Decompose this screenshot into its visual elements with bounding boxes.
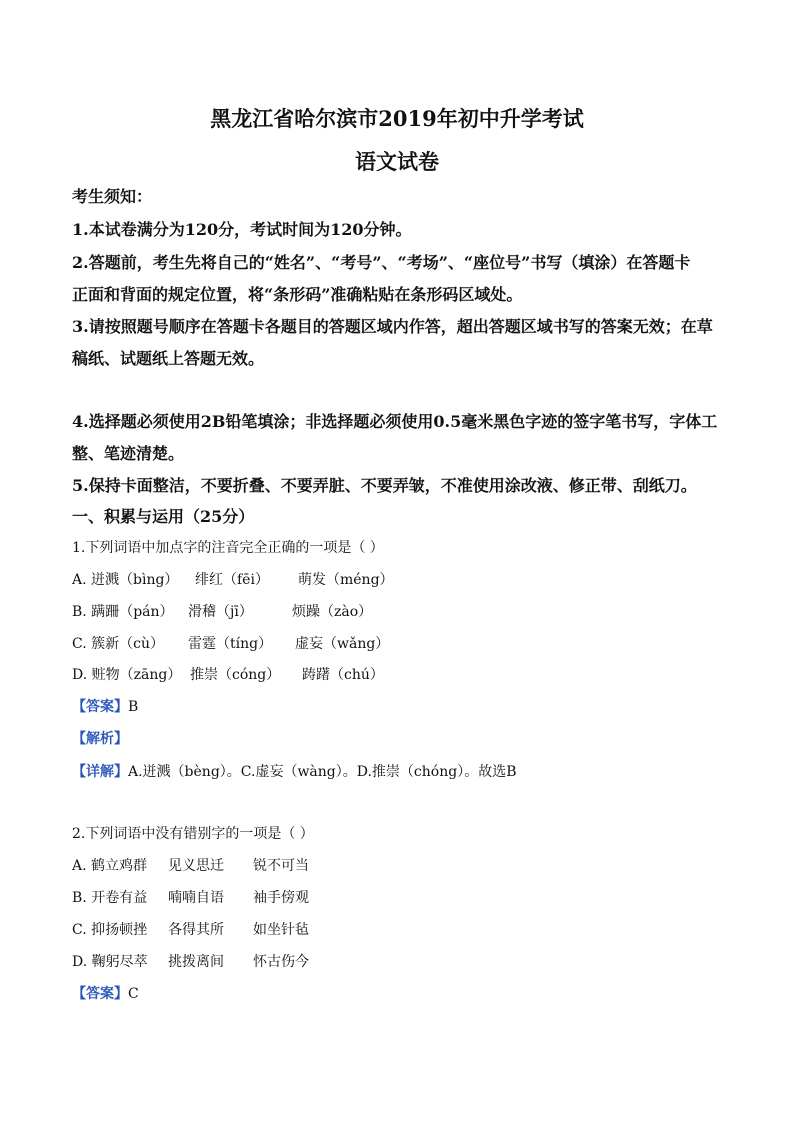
option-word: D. 鞠躬尽萃 xyxy=(72,954,148,970)
question-1-stem: 1.下列词语中加点字的注音完全正确的一项是（ ） xyxy=(72,540,384,556)
question-2-stem: 2.下列词语中没有错别字的一项是（ ） xyxy=(72,826,314,842)
option-word: A. 鹤立鸡群 xyxy=(72,858,148,874)
option-word: D. 赃物（zāng） xyxy=(72,667,182,683)
notice-item-3-line-1: 3.请按照题号顺序在答题卡各题目的答题区域内作答，超出答题区域书写的答案无效；在草 xyxy=(72,317,713,336)
option-word: 踌躇（chú） xyxy=(302,667,384,683)
option-word: 各得其所 xyxy=(168,922,224,938)
option-word: 烦躁（zào） xyxy=(292,604,373,620)
answer-value: B xyxy=(128,699,139,715)
notice-item-3-line-2: 稿纸、试题纸上答题无效。 xyxy=(72,349,265,368)
page-title: 黑龙江省哈尔滨市2019年初中升学考试 xyxy=(210,106,584,131)
option-word: 喃喃自语 xyxy=(168,890,224,906)
answer-tag: 【答案】 xyxy=(72,986,128,1002)
notice-heading: 考生须知： xyxy=(72,187,153,206)
option-word: 锐不可当 xyxy=(253,858,309,874)
question-1-analysis-tag: 【解析】 xyxy=(72,731,128,747)
option-word: C. 簇新（cù） xyxy=(72,636,164,652)
notice-item-4-line-2: 整、笔迹清楚。 xyxy=(72,444,185,463)
notice-item-5: 5.保持卡面整洁，不要折叠、不要弄脏、不要弄皱，不准使用涂改液、修正带、刮纸刀。 xyxy=(72,476,697,495)
option-word: 绯红（fēi） xyxy=(195,572,269,588)
option-word: 挑拨离间 xyxy=(168,954,224,970)
option-word: 如坐针毡 xyxy=(253,922,309,938)
option-word: B. 蹒跚（pán） xyxy=(72,604,174,620)
option-word: C. 抑扬顿挫 xyxy=(72,922,148,938)
detail-text: A.迸溅（bèng）。C.虚妄（wàng）。D.推崇（chóng）。故选B xyxy=(128,764,517,780)
section-heading: 一、积累与运用（25分） xyxy=(72,507,255,526)
answer-value: C xyxy=(128,986,139,1002)
option-word: 滑稽（jī） xyxy=(188,604,253,620)
notice-item-4-line-1: 4.选择题必须使用2B铅笔填涂；非选择题必须使用0.5毫米黑色字迹的签字笔书写，字体工 xyxy=(72,412,718,431)
notice-item-2-line-2: 正面和背面的规定位置，将“条形码”准确粘贴在条形码区域处。 xyxy=(72,285,523,304)
option-word: 萌发（méng） xyxy=(298,572,394,588)
option-word: A. 迸溅（bìng） xyxy=(72,572,179,588)
page-subtitle: 语文试卷 xyxy=(355,149,439,174)
option-word: 虚妄（wǎng） xyxy=(295,636,390,652)
question-1-answer xyxy=(72,696,138,716)
option-word: 推崇（cóng） xyxy=(190,667,281,683)
option-word: 袖手傍观 xyxy=(253,890,309,906)
notice-item-2-line-1: 2.答题前，考生先将自己的“姓名”、“考号”、“考场”、“座位号”书写（填涂）在答题卡 xyxy=(72,253,691,272)
notice-item-1: 1.本试卷满分为120分，考试时间为120分钟。 xyxy=(72,220,412,239)
answer-tag: 【答案】 xyxy=(72,699,128,715)
option-word: 见义思迁 xyxy=(168,858,224,874)
option-word: 怀古伤今 xyxy=(253,954,309,970)
detail-tag: 【详解】 xyxy=(72,764,128,780)
question-2-answer xyxy=(72,983,139,1003)
option-word: 雷霆（tíng） xyxy=(188,636,273,652)
option-word: B. 开卷有益 xyxy=(72,890,148,906)
question-1-detail xyxy=(72,761,517,781)
